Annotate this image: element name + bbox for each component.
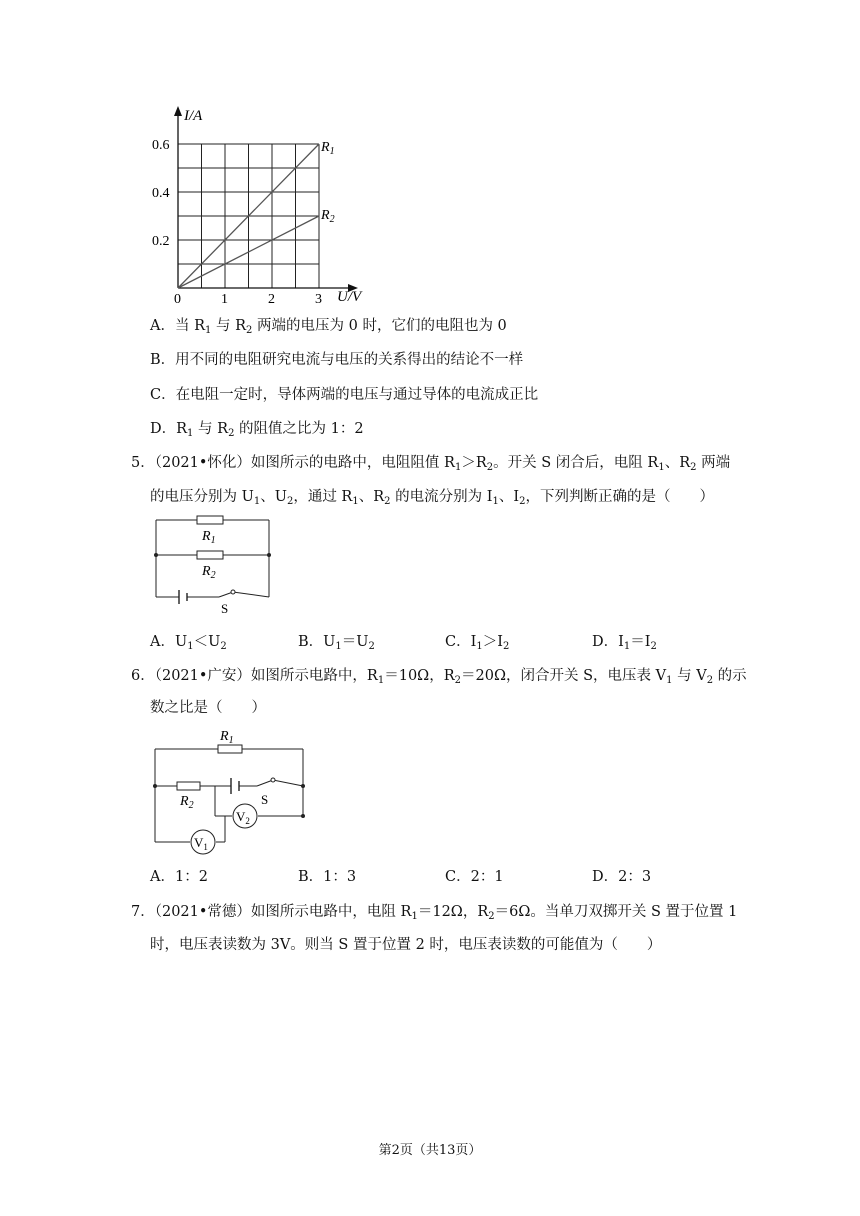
x-tick-labels — [174, 292, 322, 307]
page-footer: 第2页（共13页） — [378, 1143, 482, 1158]
q6-option-d[interactable]: D．2：3 — [592, 869, 652, 885]
q5-label-r2: $R_2$ — [202, 564, 216, 581]
y-axis-label: I/A — [184, 108, 203, 124]
q6-label-v2: $V_2$ — [236, 809, 250, 826]
x-tick-label: 0 — [174, 292, 181, 307]
y-tick-labels — [152, 138, 170, 249]
x-tick-label: 1 — [221, 292, 228, 307]
q5-option-a[interactable]: A．$U_1<U_2$ — [150, 634, 227, 652]
q6-stem-line2: 数之比是（ ） — [150, 700, 266, 716]
q5-stem-line2: 的电压分别为 $U_1$、$U_2$，通过 $R_1$、$R_2$ 的电流分别为 $I_1$、$I_2$，下列判断正确的是（ ） — [150, 489, 714, 507]
x-tick-label: 3 — [315, 292, 322, 307]
x-tick-label: 2 — [268, 292, 275, 307]
q4-option-b[interactable]: B．用不同的电阻研究电流与电压的关系得出的结论不一样 — [150, 352, 524, 368]
y-tick-label: 0.2 — [152, 234, 170, 249]
q4-option-c[interactable]: C．在电阻一定时，导体两端的电压与通过导体的电流成正比 — [150, 387, 539, 403]
q5-resistor-r1 — [197, 516, 223, 524]
q6-resistor-r1 — [218, 745, 242, 753]
q6-label-r1: $R_1$ — [220, 729, 234, 746]
line-label-r1: $R_1$ — [321, 140, 335, 157]
q7-stem-line1: 7．（2021•常德）如图所示电路中，电阻 $R_1=12\Omega$，$R_2=6\Omega$。当单刀双掷开关 S 置于位置 1 — [131, 904, 738, 922]
q5-label-r1: $R_1$ — [202, 529, 216, 546]
q6-circuit — [145, 722, 315, 857]
q4-option-a[interactable]: A．当 $R_1$ 与 $R_2$ 两端的电压为 0 时，它们的电阻也为 0 — [150, 318, 507, 336]
q5-option-d[interactable]: D．$I_1=I_2$ — [592, 634, 657, 652]
q6-label-r2: $R_2$ — [180, 794, 194, 811]
q4-option-d[interactable]: D．$R_1$ 与 $R_2$ 的阻值之比为 1：2 — [150, 421, 364, 439]
q6-option-c[interactable]: C．2：1 — [445, 869, 504, 885]
line-label-r2: $R_2$ — [321, 208, 335, 225]
q6-option-a[interactable]: A．1：2 — [150, 869, 208, 885]
x-axis-label: U/V — [337, 289, 362, 305]
q6-stem-line1: 6．（2021•广安）如图所示电路中，$R_1=10\Omega$，$R_2=20\Omega$，闭合开关 S，电压表 $V_1$ 与 $V_2$ 的示 — [131, 668, 747, 686]
y-axis-arrow — [174, 106, 182, 116]
q5-label-s: S — [221, 601, 229, 616]
q5-circuit — [145, 508, 285, 616]
q5-stem-line1: 5．（2021•怀化）如图所示的电路中，电阻阻值 $R_1>R_2$。开关 S 闭合后，电阻 $R_1$、$R_2$ 两端 — [131, 455, 731, 473]
q6-label-v1: $V_1$ — [194, 835, 208, 852]
q5-option-b[interactable]: B．$U_1=U_2$ — [298, 634, 375, 652]
q6-label-s: S — [261, 792, 269, 807]
q7-stem-line2: 时，电压表读数为 3V。则当 S 置于位置 2 时，电压表读数的可能值为（ ） — [150, 937, 662, 953]
y-tick-label: 0.6 — [152, 138, 170, 153]
y-tick-label: 0.4 — [152, 186, 170, 201]
iu-graph — [140, 100, 380, 310]
q6-resistor-r2 — [177, 782, 200, 790]
q6-option-b[interactable]: B．1：3 — [298, 869, 357, 885]
q5-resistor-r2 — [197, 551, 223, 559]
q5-option-c[interactable]: C．$I_1>I_2$ — [445, 634, 510, 652]
